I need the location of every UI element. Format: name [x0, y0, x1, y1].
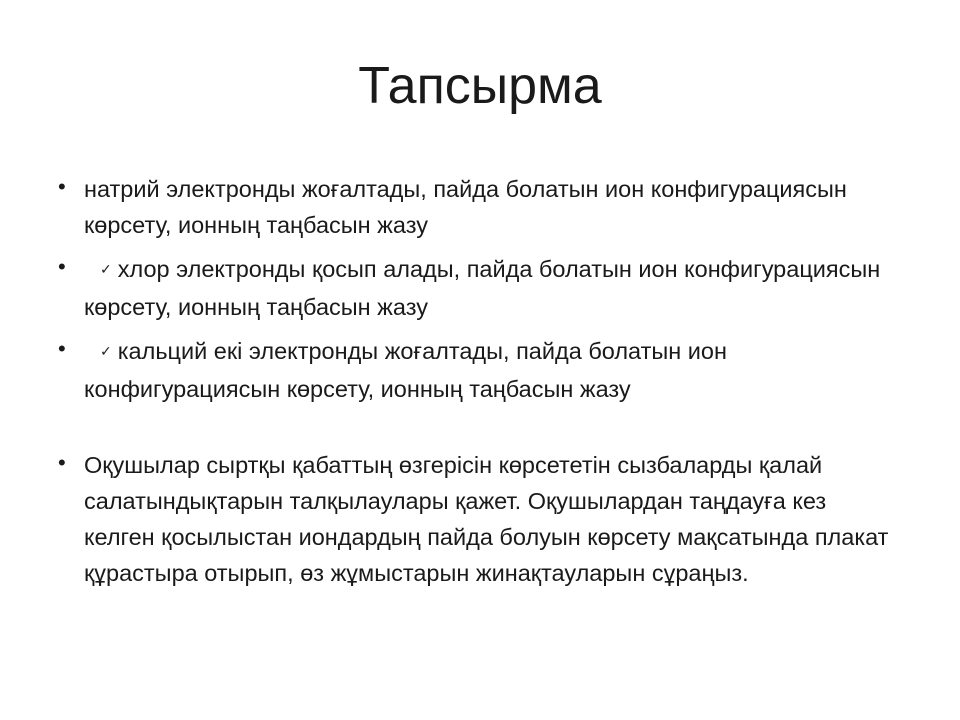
- bullet-dot-icon: •: [58, 449, 66, 475]
- checkmark-icon: ✓: [100, 260, 112, 277]
- bullet-text: кальций екі электронды жоғалтады, пайда болатын ион конфигурациясын көрсету, ионның таңбасын жазу: [84, 337, 727, 402]
- bullet-dot-icon: •: [58, 174, 66, 199]
- bullet-text: хлор электронды қосып алады, пайда болатын ион конфигурациясын көрсету, ионның таңбасын жазу: [84, 256, 881, 320]
- slide-title: Тапсырма: [358, 57, 602, 115]
- bullet-text: Оқушылар сыртқы қабаттың өзгерісін көрсететін сызбаларды қалай салатындықтарын талқылаулары қажет. Оқушылардан таңдауға кез келген қосылыстан иондардың пайда болуын көрсету мақсатында плакат құрастыра отырып, өз жұмыстарын жинақтауларын сұраңыз.: [84, 451, 889, 586]
- checkmark-icon: ✓: [100, 342, 112, 359]
- bullet-item-sodium: [58, 171, 898, 243]
- bullet-dot-icon: •: [58, 335, 66, 361]
- bullet-item-calcium: [58, 333, 898, 407]
- bullet-item-chlorine: [58, 251, 898, 325]
- bullet-list: [58, 171, 898, 599]
- bullet-dot-icon: •: [58, 254, 66, 279]
- bullet-item-instructions: [58, 447, 898, 591]
- bullet-text: натрий электронды жоғалтады, пайда болатын ион конфигурациясын көрсету, ионның таңбасын жазу: [84, 176, 847, 238]
